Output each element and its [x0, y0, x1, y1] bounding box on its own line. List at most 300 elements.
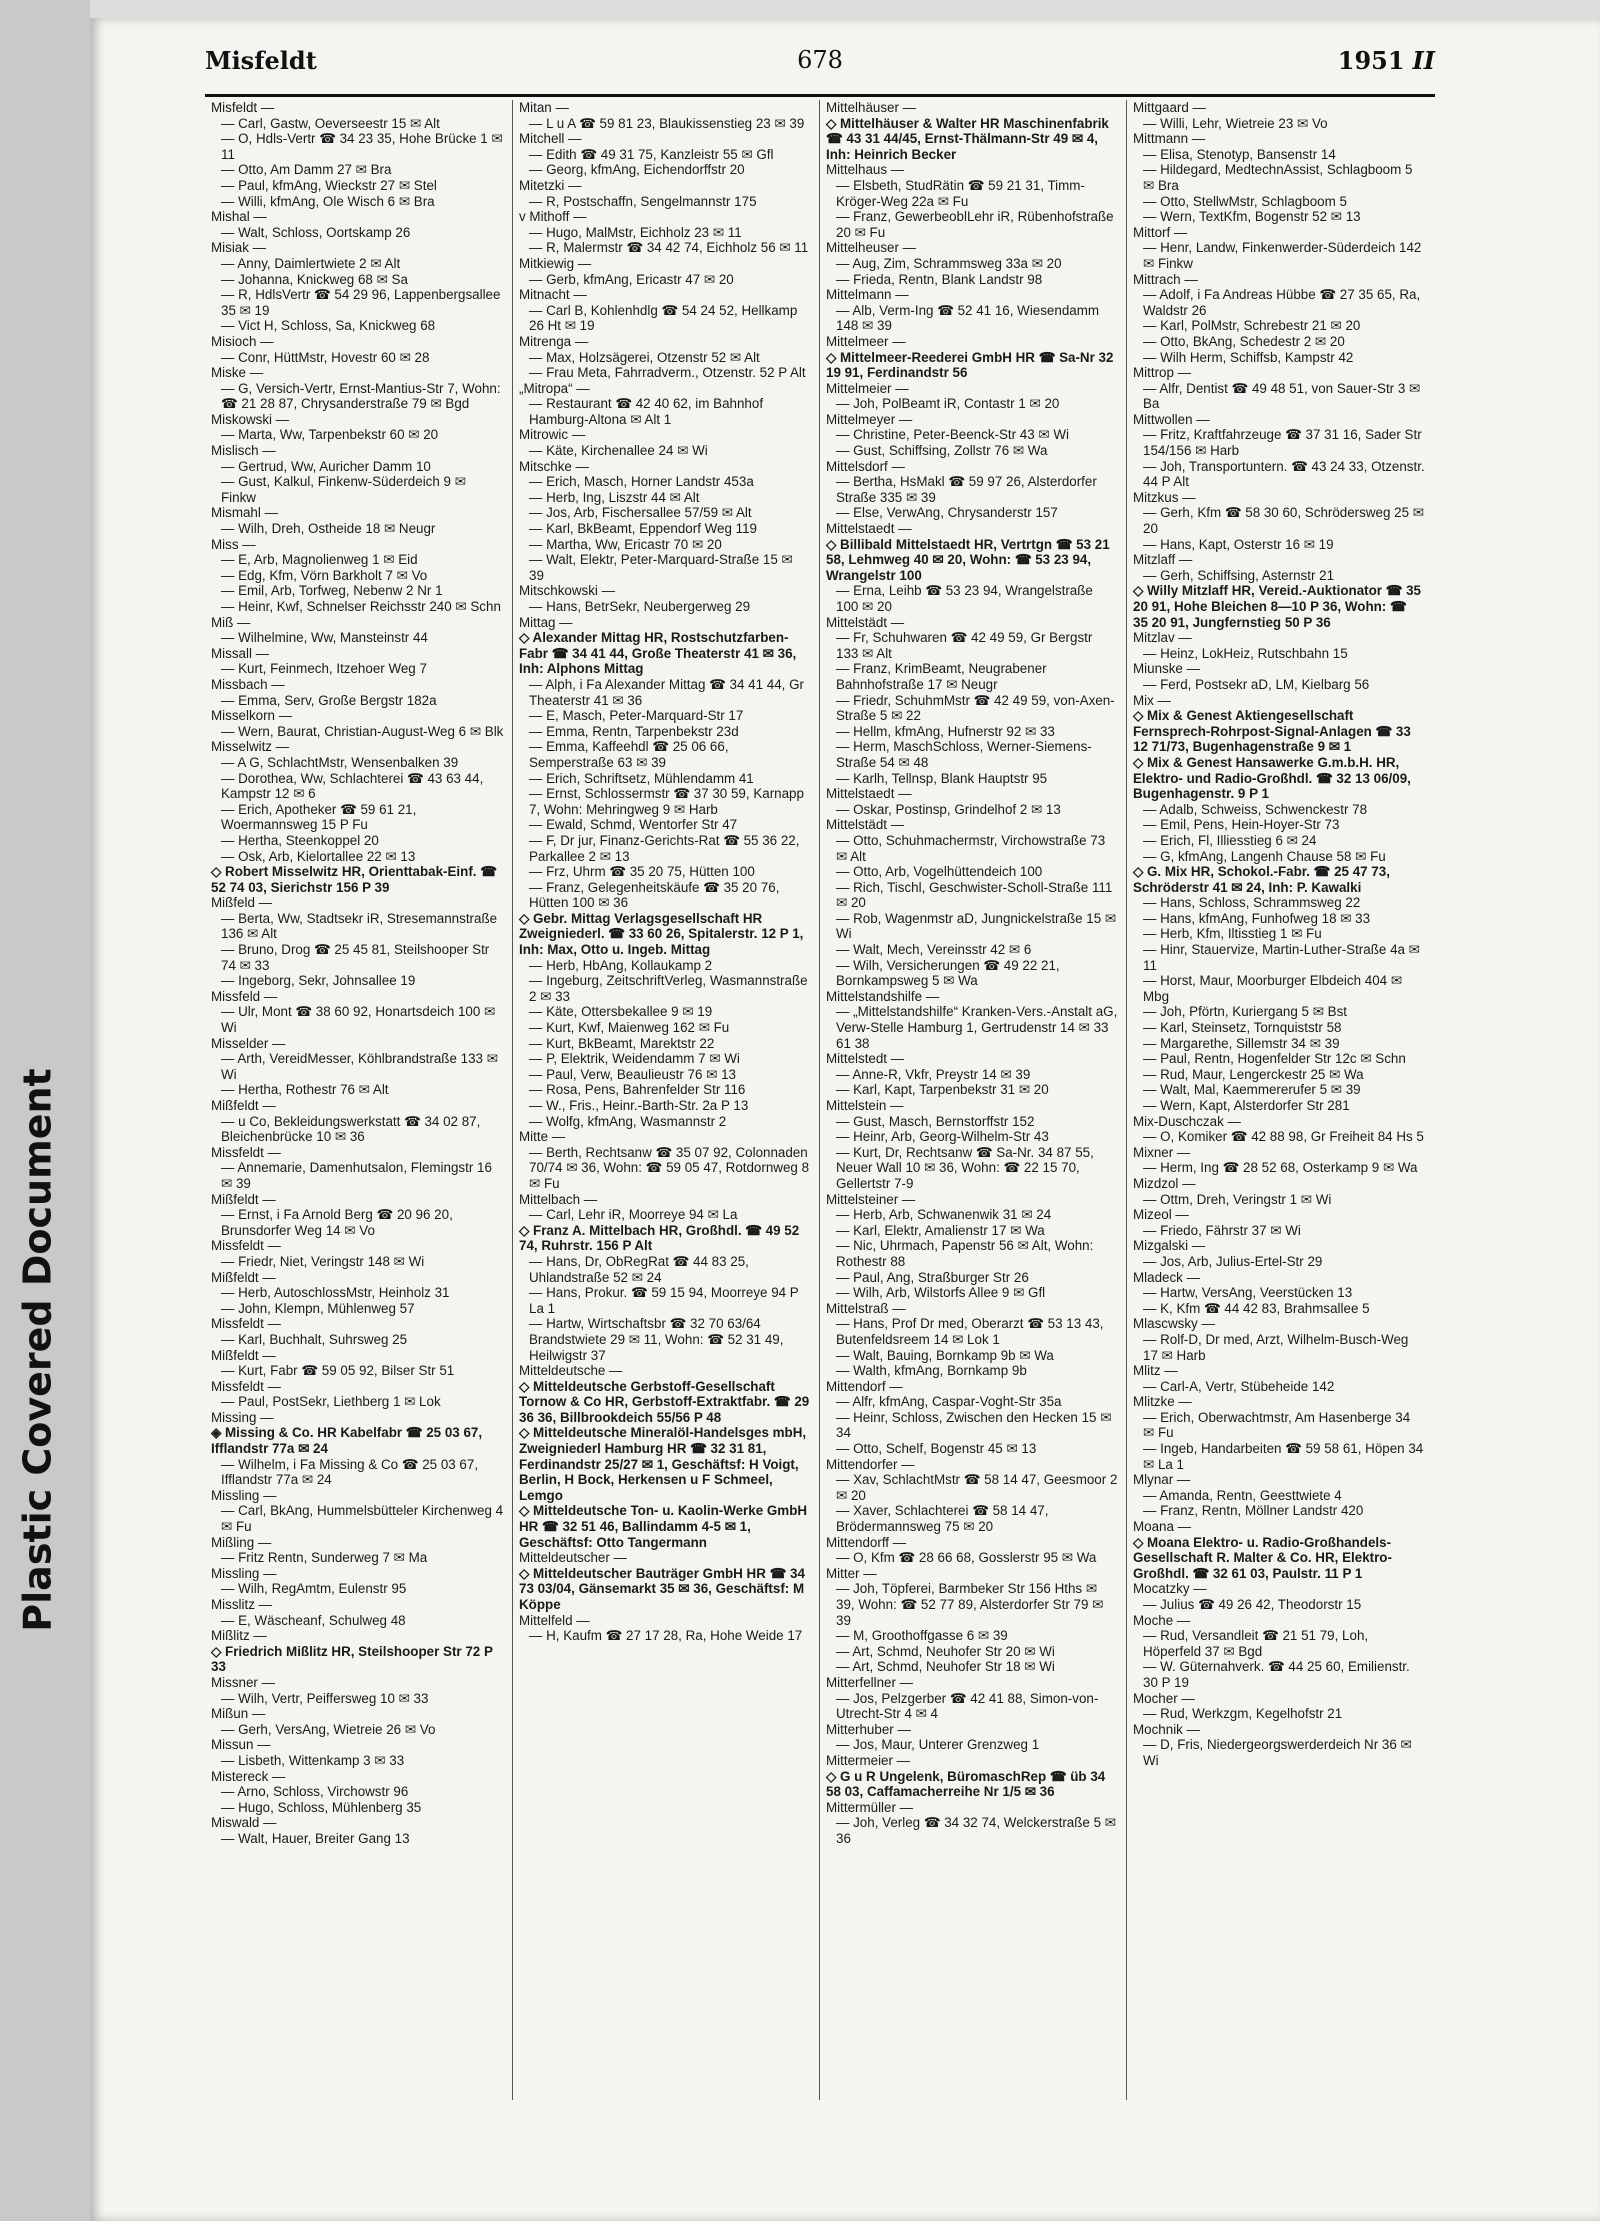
directory-entry: — Carl, Gastw, Oeverseestr 15 ✉ Alt: [221, 115, 440, 131]
directory-entry: — Alfr, kfmAng, Caspar-Voght-Str 35a: [836, 1394, 1062, 1410]
directory-entry: — K, Kfm ☎ 44 42 83, Brahmsallee 5: [1143, 1300, 1370, 1316]
directory-entry: Mitetzki —: [519, 177, 582, 193]
directory-entry: — Paul, Ang, Straßburger Str 26: [836, 1269, 1029, 1285]
directory-entry: — Walt, Elektr, Peter-Marquard-Straße 15 ✉ 39: [529, 552, 793, 583]
directory-entry: — Heinr, Kwf, Schnelser Reichsstr 240 ✉ Schn: [221, 599, 501, 614]
directory-entry: — Willi, Lehr, Wietreie 23 ✉ Vo: [1143, 115, 1328, 131]
directory-entry: — Paul, Rentn, Hogenfelder Str 12c ✉ Schn: [1143, 1051, 1406, 1067]
directory-entry: Misselkorn —: [211, 708, 293, 724]
directory-entry: — Hartw, VersAng, Veerstücken 13: [1143, 1285, 1353, 1301]
directory-entry: Mitrowic —: [519, 427, 586, 443]
directory-entry: — Vict H, Schloss, Sa, Knickweg 68: [221, 318, 436, 334]
directory-entry: — Karl, Buchhalt, Suhrsweg 25: [221, 1331, 408, 1347]
directory-entry: — Elisa, Stenotyp, Bansenstr 14: [1143, 146, 1336, 162]
column-2: [512, 100, 819, 2100]
directory-entry: — Hans, Prof Dr med, Oberarzt ☎ 53 13 43, Butenfeldsreem 14 ✉ Lok 1: [836, 1316, 1104, 1347]
directory-entry: — Conr, HüttMstr, Hovestr 60 ✉ 28: [221, 349, 430, 365]
directory-entry: — Erich, Oberwachtmstr, Am Hasenberge 34 ✉ Fu: [1143, 1409, 1411, 1441]
directory-entry: — Arth, VereidMesser, Köhlbrandstraße 133 ✉ Wi: [221, 1051, 498, 1082]
directory-entry: ◇ Willy Mitzlaff HR, Vereid.-Auktionator ☎ 35 20 91, Hohe Bleichen 8—10 P 36, Wohn: ☎ 35 20 91, Jungfernstieg 50 P 36: [1133, 583, 1422, 630]
directory-entry: Mittelstaedt —: [826, 521, 912, 537]
directory-entry: — P, Elektrik, Weidendamm 7 ✉ Wi: [529, 1051, 740, 1067]
directory-entry: — Ernst, i Fa Arnold Berg ☎ 20 96 20, Brunsdorfer Weg 14 ✉ Vo: [221, 1207, 453, 1238]
directory-entry: — Paul, PostSekr, Liethberg 1 ✉ Lok: [221, 1394, 441, 1410]
directory-entry: — Alph, i Fa Alexander Mittag ☎ 34 41 44, Gr Theaterstr 41 ✉ 36: [529, 676, 804, 708]
directory-entry: Mitrenga —: [519, 333, 589, 349]
directory-entry: — Gerh, VersAng, Wietreie 26 ✉ Vo: [221, 1721, 436, 1737]
directory-entry: Missfeldt —: [211, 1144, 281, 1160]
directory-entry: Missfeldt —: [211, 1316, 281, 1332]
directory-entry: ◇ G. Mix HR, Schokol.-Fabr. ☎ 25 47 73, Schröderstr 41 ✉ 24, Inh: P. Kawalki: [1133, 864, 1390, 895]
directory-entry: — Joh, Verleg ☎ 34 32 74, Welckerstraße 5 ✉ 36: [836, 1815, 1116, 1846]
directory-entry: Mittermeier —: [826, 1752, 911, 1768]
directory-entry: — Lisbeth, Wittenkamp 3 ✉ 33: [221, 1752, 405, 1768]
directory-entry: — Art, Schmd, Neuhofer Str 20 ✉ Wi: [836, 1643, 1055, 1659]
directory-entry: — Hans, Schloss, Schrammsweg 22: [1143, 895, 1361, 911]
directory-entry: — Gust, Kalkul, Finkenw-Süderdeich 9 ✉ Finkw: [221, 474, 466, 505]
directory-entry: Miss —: [211, 536, 256, 552]
side-label: [8, 1068, 68, 1632]
directory-entry: — H, Kaufm ☎ 27 17 28, Ra, Hohe Weide 17: [529, 1628, 803, 1644]
directory-entry: Mittmann —: [1133, 131, 1206, 147]
directory-entry: — Hellm, kfmAng, Hufnerstr 92 ✉ 33: [836, 723, 1055, 739]
directory-entry: — Hans, Kapt, Osterstr 16 ✉ 19: [1143, 536, 1334, 552]
directory-entry: Moche —: [1133, 1612, 1191, 1628]
directory-entry: — Frieda, Rentn, Blank Landstr 98: [836, 271, 1043, 287]
directory-entry: Mißfeldt —: [211, 1191, 276, 1207]
directory-entry: Mochnik —: [1133, 1721, 1200, 1737]
directory-entry: Mocher —: [1133, 1690, 1195, 1706]
directory-entry: Misioch —: [211, 333, 274, 349]
directory-entry: — Carl B, Kohlenhdlg ☎ 54 24 52, Hellkamp 26 Ht ✉ 19: [529, 302, 798, 334]
directory-entry: Missfeldt —: [211, 1238, 281, 1254]
directory-entry: „Mitropa“ —: [519, 380, 590, 396]
directory-entry: — Hertha, Steenkoppel 20: [221, 832, 379, 848]
directory-entry: Mitzkus —: [1133, 489, 1196, 505]
directory-entry: Mittendorff —: [826, 1534, 907, 1550]
directory-entry: — Ulr, Mont ☎ 38 60 92, Honartsdeich 100 ✉ Wi: [221, 1004, 496, 1036]
directory-entry: Mitschke —: [519, 458, 589, 474]
directory-entry: — Hinr, Stauervize, Martin-Luther-Straße 4a ✉ 11: [1143, 942, 1420, 973]
directory-entry: — Erich, Schriftsetz, Mühlendamm 41: [529, 770, 754, 786]
directory-entry: Mißling —: [211, 1534, 272, 1550]
directory-entry: — Else, VerwAng, Chrysanderstr 157: [836, 505, 1058, 521]
directory-entry: — E, Masch, Peter-Marquard-Str 17: [529, 708, 744, 724]
directory-entry: — Wilh, Dreh, Ostheide 18 ✉ Neugr: [221, 521, 436, 537]
directory-entry: Mittelmeier —: [826, 380, 909, 396]
directory-entry: — Jos, Maur, Unterer Grenzweg 1: [836, 1737, 1040, 1753]
directory-entry: — Jos, Pelzgerber ☎ 42 41 88, Simon-von-Utrecht-Str 4 ✉ 4: [836, 1690, 1099, 1722]
directory-entry: Mittelstedt —: [826, 1051, 905, 1067]
directory-entry: Mittelmeer —: [826, 333, 906, 349]
directory-entry: — Karlh, Tellnsp, Blank Hauptstr 95: [836, 770, 1048, 786]
directory-entry: — Adalb, Schweiss, Schwenckestr 78: [1143, 801, 1368, 817]
directory-entry: Misselder —: [211, 1035, 286, 1051]
directory-entry: — Emma, Kaffeehdl ☎ 25 06 66, Semperstraße 63 ✉ 39: [529, 739, 729, 770]
directory-entry: ◇ Billibald Mittelstaedt HR, Vertrtgn ☎ 53 21 58, Lehmweg 40 ✉ 20, Wohn: ☎ 53 23 94, Wrangelstr 100: [826, 536, 1110, 583]
header-rule: [205, 94, 1435, 97]
directory-entry: Mittelheuser —: [826, 240, 917, 256]
directory-entry: — M, Groothoffgasse 6 ✉ 39: [836, 1628, 1008, 1644]
directory-entry: ◇ Mitteldeutsche Ton- u. Kaolin-Werke GmbH HR ☎ 32 51 46, Ballindamm 4-5 ✉ 1, Geschäftsf: Otto Tangermann: [519, 1503, 808, 1550]
directory-entry: Mittelstaedt —: [826, 786, 912, 802]
directory-entry: — Otto, Am Damm 27 ✉ Bra: [221, 162, 392, 178]
directory-entry: Mittelstraß —: [826, 1300, 906, 1316]
directory-entry: — Anny, Daimlertwiete 2 ✉ Alt: [221, 255, 401, 271]
directory-entry: — Gerb, kfmAng, Ericastr 47 ✉ 20: [529, 271, 734, 287]
directory-entry: — Willi, kfmAng, Ole Wisch 6 ✉ Bra: [221, 193, 435, 209]
directory-entry: Mittendorfer —: [826, 1456, 915, 1472]
directory-entry: — Hugo, Schloss, Mühlenberg 35: [221, 1799, 422, 1815]
directory-entry: — Walt, Mal, Kaemmererufer 5 ✉ 39: [1143, 1082, 1361, 1098]
directory-entry: Misselwitz —: [211, 739, 290, 755]
directory-entry: — Franz, GewerbeoblLehr iR, Rübenhofstraße 20 ✉ Fu: [836, 209, 1114, 240]
directory-entry: — Friedo, Fährstr 37 ✉ Wi: [1143, 1222, 1301, 1238]
directory-entry: — Friedr, SchuhmMstr ☎ 42 49 59, von-Axen-Straße 5 ✉ 22: [836, 692, 1115, 724]
directory-entry: Mittelstandshilfe —: [826, 988, 940, 1004]
directory-entry: — Ottm, Dreh, Veringstr 1 ✉ Wi: [1143, 1191, 1332, 1207]
directory-entry: Mittermüller —: [826, 1799, 914, 1815]
directory-entry: v Mithoff —: [519, 209, 587, 225]
directory-entry: — Anne-R, Vkfr, Preystr 14 ✉ 39: [836, 1066, 1031, 1082]
directory-entry: — Hans, BetrSekr, Neubergerweg 29: [529, 599, 751, 614]
directory-entry: Missfeldt —: [211, 1378, 281, 1394]
directory-entry: — Berta, Ww, Stadtsekr iR, Stresemannstraße 136 ✉ Alt: [221, 910, 498, 942]
directory-entry: — Wilhelm, i Fa Missing & Co ☎ 25 03 67, Ifflandstr 77a ✉ 24: [221, 1456, 479, 1488]
directory-entry: — Emil, Pens, Hein-Hoyer-Str 73: [1143, 817, 1340, 833]
directory-entry: — Joh, Transportuntern. ☎ 43 24 33, Otzenstr. 44 P Alt: [1143, 458, 1425, 490]
directory-entry: Mißun —: [211, 1706, 266, 1722]
directory-entry: — Wolfg, kfmAng, Wasmannstr 2: [529, 1113, 727, 1129]
directory-entry: — Berth, Rechtsanw ☎ 35 07 92, Colonnaden 70/74 ✉ 36, Wohn: ☎ 59 05 47, Rotdornweg 8 ✉ Fu: [529, 1144, 810, 1191]
directory-entry: — Arno, Schloss, Virchowstr 96: [221, 1784, 409, 1800]
directory-entry: — Gust, Schiffsing, Zollstr 76 ✉ Wa: [836, 443, 1048, 459]
directory-entry: — Carl, Lehr iR, Moorreye 94 ✉ La: [529, 1207, 738, 1223]
directory-entry: Mittelsteiner —: [826, 1191, 916, 1207]
directory-entry: — Joh, Pförtn, Kuriergang 5 ✉ Bst: [1143, 1004, 1347, 1020]
directory-entry: ◇ Alexander Mittag HR, Rostschutzfarben-Fabr ☎ 34 41 44, Große Theaterstr 41 ✉ 36, Inh: Alphons Mittag: [519, 630, 797, 677]
directory-entry: Mittelstädt —: [826, 614, 905, 630]
directory-entry: — Restaurant ☎ 42 40 62, im Bahnhof Hamburg-Altona ✉ Alt 1: [529, 396, 764, 427]
directory-entry: Misfeldt —: [211, 100, 275, 115]
directory-entry: Mittelmann —: [826, 287, 909, 303]
directory-entry: — Christine, Peter-Beenck-Str 43 ✉ Wi: [836, 427, 1069, 443]
directory-entry: Mitchell —: [519, 131, 582, 147]
directory-entry: Missling —: [211, 1487, 277, 1503]
directory-entry: Mitte —: [519, 1129, 566, 1145]
directory-entry: Mittwollen —: [1133, 411, 1210, 427]
directory-entry: — Ingeb, Handarbeiten ☎ 59 58 61, Höpen 34 ✉ La 1: [1143, 1441, 1424, 1472]
directory-entry: — Karl, Kapt, Tarpenbekstr 31 ✉ 20: [836, 1082, 1049, 1098]
directory-entry: Mixner —: [1133, 1144, 1191, 1160]
directory-entry: ◇ Mitteldeutscher Bauträger GmbH HR ☎ 34 73 03/04, Gänsemarkt 35 ✉ 36, Geschäftsf: M Köppe: [519, 1565, 805, 1612]
directory-entry: — Karl, BkBeamt, Eppendorf Weg 119: [529, 521, 758, 537]
directory-entry: — Gerh, Kfm ☎ 58 30 60, Schrödersweg 25 ✉ 20: [1143, 505, 1424, 537]
directory-entry: Mlascwsky —: [1133, 1316, 1215, 1332]
directory-entry: — Bertha, HsMakl ☎ 59 97 26, Alsterdorfer Straße 335 ✉ 39: [836, 474, 1097, 505]
directory-entry: — Julius ☎ 49 26 42, Theodorstr 15: [1143, 1597, 1362, 1612]
directory-entry: ◇ Mitteldeutsche Mineralöl-Handelsges mbH, Zweigniederl Hamburg HR ☎ 32 31 81, Ferdinandstr 25/27 ✉ 1, Geschäftsf: H Voigt, Berlin, H Bock, Herkensen u F Schmeel, Lemgo: [519, 1425, 807, 1503]
directory-entry: — Hildegard, MedtechnAssist, Schlagboom 5 ✉ Bra: [1143, 162, 1413, 193]
directory-entry: — Kurt, Feinmech, Itzehoer Weg 7: [221, 661, 427, 677]
directory-entry: — E, Arb, Magnolienweg 1 ✉ Eid: [221, 552, 418, 568]
directory-entry: — Otto, Schuhmachermstr, Virchowstraße 73 ✉ Alt: [836, 832, 1106, 864]
directory-entry: — Max, Holzsägerei, Otzenstr 52 ✉ Alt: [529, 349, 760, 365]
directory-entry: Miß —: [211, 614, 251, 630]
directory-entry: — Käte, Kirchenallee 24 ✉ Wi: [529, 443, 708, 459]
directory-entry: — Herb, AutoschlossMstr, Heinholz 31: [221, 1285, 450, 1301]
directory-entry: — Emma, Serv, Große Bergstr 182a: [221, 692, 437, 708]
directory-entry: Missall —: [211, 645, 270, 661]
directory-entry: ◇ Mix & Genest Hansawerke G.m.b.H. HR, Elektro- und Radio-Großhdl. ☎ 32 13 06/09, Bugenhagenstr. 9 P 1: [1133, 754, 1411, 802]
directory-entry: — Hugo, MalMstr, Eichholz 23 ✉ 11: [529, 224, 742, 240]
directory-entry: Mishal —: [211, 209, 267, 225]
directory-entry: — F, Dr jur, Finanz-Gerichts-Rat ☎ 55 36 22, Parkallee 2 ✉ 13: [529, 832, 800, 864]
directory-entry: — G, Versich-Vertr, Ernst-Mantius-Str 7, Wohn: ☎ 21 28 87, Chrysanderstraße 79 ✉ Bgd: [221, 380, 501, 412]
directory-entry: — O, Hdls-Vertr ☎ 34 23 35, Hohe Brücke 1 ✉ 11: [221, 131, 503, 162]
directory-entry: — Herb, Kfm, Iltisstieg 1 ✉ Fu: [1143, 926, 1322, 942]
directory-entry: — Erich, Apotheker ☎ 59 61 21, Woermannsweg 15 P Fu: [221, 801, 417, 833]
directory-entry: — Carl, BkAng, Hummelsbütteler Kirchenweg 4 ✉ Fu: [221, 1503, 504, 1535]
directory-entry: Mittgaard —: [1133, 100, 1206, 115]
directory-entry: Mix —: [1133, 692, 1171, 708]
directory-entry: — John, Klempn, Mühlenweg 57: [221, 1300, 415, 1316]
directory-entry: — Nic, Uhrmach, Papenstr 56 ✉ Alt, Wohn: Rothestr 88: [836, 1238, 1094, 1269]
directory-entry: Mizgalski —: [1133, 1238, 1206, 1254]
directory-entry: — Walt, Mech, Vereinsstr 42 ✉ 6: [836, 942, 1032, 958]
directory-entry: — L u A ☎ 59 81 23, Blaukissenstieg 23 ✉ 39: [529, 115, 805, 131]
column-3: [819, 100, 1126, 2100]
directory-entry: — G, kfmAng, Langenh Chause 58 ✉ Fu: [1143, 848, 1386, 864]
directory-entry: — Karl, Steinsetz, Tornquiststr 58: [1143, 1020, 1342, 1036]
directory-entry: — Kurt, BkBeamt, Marektstr 22: [529, 1035, 715, 1051]
directory-entry: — O, Kfm ☎ 28 66 68, Gosslerstr 95 ✉ Wa: [836, 1550, 1097, 1566]
directory-entry: — Wilh, RegAmtm, Eulenstr 95: [221, 1581, 407, 1597]
directory-entry: — Hans, Dr, ObRegRat ☎ 44 83 25, Uhlandstraße 52 ✉ 24: [529, 1253, 749, 1285]
directory-entry: — Edg, Kfm, Vörn Barkholt 7 ✉ Vo: [221, 567, 428, 583]
directory-entry: Mittelstädt —: [826, 817, 905, 833]
directory-entry: — W. Güternahverk. ☎ 44 25 60, Emilienstr. 30 P 19: [1143, 1659, 1410, 1690]
directory-entry: — Franz, Gelegenheitskäufe ☎ 35 20 76, Hütten 100 ✉ 36: [529, 879, 780, 911]
directory-entry: Mittelhäuser —: [826, 100, 917, 115]
directory-entry: — Franz, Rentn, Möllner Landstr 420: [1143, 1503, 1364, 1519]
header-first-name: Misfeldt: [205, 46, 317, 75]
directory-entry: Misiak —: [211, 240, 267, 256]
directory-entry: ◇ Mittelhäuser & Walter HR Maschinenfabrik ☎ 43 31 44/45, Ernst-Thälmann-Str 49 ✉ 4, Inh: Heinrich Becker: [826, 115, 1109, 162]
directory-entry: Mißfeldt —: [211, 1098, 276, 1113]
directory-entry: — Erich, Masch, Horner Landstr 453a: [529, 474, 754, 490]
directory-entry: — Dorothea, Ww, Schlachterei ☎ 43 63 44, Kampstr 12 ✉ 6: [221, 770, 484, 802]
directory-entry: Mißfeldt —: [211, 1269, 276, 1285]
directory-entry: ◇ Mix & Genest Aktiengesellschaft Fernsprech-Rohrpost-Signal-Anlagen ☎ 33 12 71/73, Bugenhagenstraße 9 ✉ 1: [1133, 708, 1411, 755]
directory-entry: ◇ G u R Ungelenk, BüromaschRep ☎ üb 34 58 03, Caffamacherreihe Nr 1/5 ✉ 36: [826, 1768, 1106, 1800]
directory-entry: ◇ Moana Elektro- u. Radio-Großhandels-Gesellschaft R. Malter & Co. HR, Elektro-Großhdl. ☎ 32 61 03, Paulstr. 11 P 1: [1133, 1534, 1392, 1581]
directory-entry: Mlitzke —: [1133, 1394, 1192, 1410]
directory-entry: Missling —: [211, 1565, 277, 1581]
directory-entry: Mittelstein —: [826, 1098, 904, 1113]
directory-entry: — Hans, kfmAng, Funhofweg 18 ✉ 33: [1143, 910, 1371, 926]
directory-entry: — Heinr, Schloss, Zwischen den Hecken 15 ✉ 34: [836, 1409, 1112, 1441]
directory-entry: — Herb, Arb, Schwanenwik 31 ✉ 24: [836, 1207, 1052, 1223]
directory-entry: — Emil, Arb, Torfweg, Nebenw 2 Nr 1: [221, 583, 443, 599]
directory-entry: — Hertha, Rothestr 76 ✉ Alt: [221, 1082, 389, 1098]
directory-entry: — Walth, kfmAng, Bornkamp 9b: [836, 1363, 1027, 1379]
directory-entry: — Friedr, Niet, Veringstr 148 ✉ Wi: [221, 1253, 425, 1269]
directory-entry: — Georg, kfmAng, Eichendorffstr 20: [529, 162, 745, 178]
directory-entry: — Joh, PolBeamt iR, Contastr 1 ✉ 20: [836, 396, 1060, 412]
directory-entry: — Paul, kfmAng, Wieckstr 27 ✉ Stel: [221, 177, 437, 193]
directory-entry: — Marta, Ww, Tarpenbekstr 60 ✉ 20: [221, 427, 439, 443]
directory-entry: Mizeol —: [1133, 1207, 1189, 1223]
directory-entry: Mißfeldt —: [211, 1347, 276, 1363]
directory-entry: Mitschkowski —: [519, 583, 615, 599]
directory-entry: Mittrop —: [1133, 365, 1192, 381]
directory-entry: Missbach —: [211, 676, 285, 692]
directory-entry: — Wern, TextKfm, Bogenstr 52 ✉ 13: [1143, 209, 1361, 225]
directory-entry: — Erich, Fl, Illiesstieg 6 ✉ 24: [1143, 832, 1317, 848]
directory-entry: — Annemarie, Damenhutsalon, Flemingstr 16 ✉ 39: [221, 1160, 492, 1191]
directory-entry: — Otto, BkAng, Schedestr 2 ✉ 20: [1143, 333, 1345, 349]
directory-entry: — Ewald, Schmd, Wentorfer Str 47: [529, 817, 738, 833]
directory-entry: Mittelmeyer —: [826, 411, 913, 427]
directory-entry: Mittendorf —: [826, 1378, 903, 1394]
directory-entry: — Wilh Herm, Schiffsb, Kampstr 42: [1143, 349, 1354, 365]
directory-entry: ◈ Missing & Co. HR Kabelfabr ☎ 25 03 67, Ifflandstr 77a ✉ 24: [211, 1425, 483, 1457]
directory-entry: Mißfeld —: [211, 895, 273, 911]
directory-entry: — R, Postschaffn, Sengelmannstr 175: [529, 193, 757, 209]
directory-entry: Missing —: [211, 1409, 274, 1425]
directory-entry: — Rud, Versandleit ☎ 21 51 79, Loh, Höperfeld 37 ✉ Bgd: [1143, 1628, 1369, 1659]
directory-entry: — Jos, Arb, Julius-Ertel-Str 29: [1143, 1253, 1323, 1269]
directory-entry: — Walt, Schloss, Oortskamp 26: [221, 224, 411, 240]
directory-entry: — Wilh, Versicherungen ☎ 49 22 21, Bornkampsweg 5 ✉ Wa: [836, 957, 1060, 989]
directory-entry: — Wilh, Arb, Wilstorfs Allee 9 ✉ Gfl: [836, 1285, 1046, 1301]
directory-entry: — Bruno, Drog ☎ 25 45 81, Steilshooper Str 74 ✉ 33: [221, 942, 490, 973]
directory-entry: Mitterhuber —: [826, 1721, 911, 1737]
directory-entry: — Paul, Verw, Beaulieustr 76 ✉ 13: [529, 1066, 736, 1082]
directory-entry: — Osk, Arb, Kielortallee 22 ✉ 13: [221, 848, 416, 864]
directory-entry: — Karl, PolMstr, Schrebestr 21 ✉ 20: [1143, 318, 1361, 334]
directory-entry: — Heinz, LokHeiz, Rutschbahn 15: [1143, 645, 1348, 661]
directory-entry: Mittag —: [519, 614, 573, 630]
directory-entry: — Aug, Zim, Schrammsweg 33a ✉ 20: [836, 255, 1062, 271]
directory-entry: Miskowski —: [211, 411, 290, 427]
directory-entry: — Amanda, Rentn, Geesttwiete 4: [1143, 1487, 1342, 1503]
directory-entry: — Wilh, Vertr, Peiffersweg 10 ✉ 33: [221, 1690, 429, 1706]
directory-entry: — A G, SchlachtMstr, Wensenbalken 39: [221, 754, 459, 770]
directory-entry: — Herb, HbAng, Kollaukamp 2: [529, 957, 713, 973]
directory-entry: — W., Fris., Heinr.-Barth-Str. 2a P 13: [529, 1098, 749, 1113]
directory-entry: Mladeck —: [1133, 1269, 1200, 1285]
directory-entry: Mlynar —: [1133, 1472, 1191, 1488]
directory-entry: — Rich, Tischl, Geschwister-Scholl-Straße 111 ✉ 20: [836, 879, 1113, 911]
directory-entry: — Otto, Arb, Vogelhüttendeich 100: [836, 864, 1043, 880]
directory-entry: — Karl, Elektr, Amalienstr 17 ✉ Wa: [836, 1222, 1045, 1238]
directory-entry: — Fr, Schuhwaren ☎ 42 49 59, Gr Bergstr 133 ✉ Alt: [836, 630, 1093, 661]
directory-entry: — Frau Meta, Fahrradverm., Otzenstr. 52 P Alt: [529, 365, 806, 381]
directory-entry: Mittelhaus —: [826, 162, 905, 178]
directory-entry: ◇ Friedrich Mißlitz HR, Steilshooper Str 72 P 33: [211, 1643, 493, 1675]
directory-entry: Mittelbach —: [519, 1191, 598, 1207]
directory-entry: — Margarethe, Sillemstr 34 ✉ 39: [1143, 1035, 1340, 1051]
listing-columns: [205, 100, 1435, 2100]
directory-entry: — Herb, Ing, Liszstr 44 ✉ Alt: [529, 489, 700, 505]
directory-entry: — Rosa, Pens, Bahrenfelder Str 116: [529, 1082, 746, 1098]
directory-entry: — Henr, Landw, Finkenwerder-Süderdeich 142 ✉ Finkw: [1143, 240, 1422, 271]
directory-entry: Mocatzky —: [1133, 1581, 1207, 1597]
directory-entry: — u Co, Bekleidungswerkstatt ☎ 34 02 87, Bleichenbrücke 10 ✉ 36: [221, 1113, 481, 1145]
directory-entry: ◇ Robert Misselwitz HR, Orienttabak-Einf. ☎ 52 74 03, Sierichstr 156 P 39: [211, 864, 497, 895]
directory-entry: — Johanna, Knickweg 68 ✉ Sa: [221, 271, 408, 287]
directory-entry: — Kurt, Fabr ☎ 59 05 92, Bilser Str 51: [221, 1363, 455, 1379]
directory-entry: — E, Wäscheanf, Schulweg 48: [221, 1612, 406, 1628]
directory-entry: — Joh, Töpferei, Barmbeker Str 156 Hths ✉ 39, Wohn: ☎ 52 77 89, Alsterdorfer Str 79 ✉ 39: [836, 1581, 1104, 1628]
directory-entry: — Fritz, Kraftfahrzeuge ☎ 37 31 16, Sader Str 154/156 ✉ Harb: [1143, 427, 1422, 459]
directory-entry: — Gust, Masch, Bernstorffstr 152: [836, 1113, 1035, 1129]
page-number: 678: [797, 46, 843, 74]
directory-entry: Mitteldeutscher —: [519, 1550, 627, 1566]
directory-entry: — Rolf-D, Dr med, Arzt, Wilhelm-Busch-Weg 17 ✉ Harb: [1143, 1331, 1409, 1363]
directory-entry: — Edith ☎ 49 31 75, Kanzleistr 55 ✉ Gfl: [529, 146, 774, 162]
directory-entry: — Jos, Arb, Fischersallee 57/59 ✉ Alt: [529, 505, 752, 521]
directory-entry: Mittorf —: [1133, 224, 1188, 240]
directory-entry: Miske —: [211, 365, 264, 381]
directory-entry: — Wilhelmine, Ww, Mansteinstr 44: [221, 630, 428, 646]
header-year: [1338, 46, 1435, 75]
part-number: II: [1412, 46, 1435, 75]
directory-entry: ◇ Franz A. Mittelbach HR, Großhdl. ☎ 49 52 74, Ruhrstr. 156 P Alt: [519, 1222, 800, 1254]
column-4: [1126, 100, 1433, 2100]
directory-entry: ◇ Mittelmeer-Reederei GmbH HR ☎ Sa-Nr 32 19 91, Ferdinandstr 56: [826, 349, 1114, 381]
directory-entry: Mittelfeld —: [519, 1612, 590, 1628]
directory-entry: — Ingeborg, Sekr, Johnsallee 19: [221, 973, 416, 989]
side-label-text: Plastic Covered Document: [16, 1068, 61, 1632]
directory-entry: — O, Komiker ☎ 42 88 98, Gr Freiheit 84 Hs 5: [1143, 1129, 1424, 1145]
directory-entry: — Rud, Maur, Lengerckestr 25 ✉ Wa: [1143, 1066, 1364, 1082]
directory-entry: Mitzlav —: [1133, 630, 1192, 646]
directory-entry: Mizdzol —: [1133, 1175, 1196, 1191]
directory-entry: Mitnacht —: [519, 287, 587, 303]
directory-entry: Mißlitz —: [211, 1628, 267, 1644]
directory-entry: — Käte, Ottersbekallee 9 ✉ 19: [529, 1004, 713, 1020]
directory-entry: — „Mittelstandshilfe“ Kranken-Vers.-Anstalt aG, Verw-Stelle Hamburg 1, Gertrudenstr 14 ✉ 33 61 38: [836, 1004, 1118, 1051]
directory-entry: Mitter —: [826, 1565, 877, 1581]
directory-entry: — Franz, KrimBeamt, Neugrabener Bahnhofstraße 17 ✉ Neugr: [836, 661, 1047, 692]
directory-entry: — Walt, Bauing, Bornkamp 9b ✉ Wa: [836, 1347, 1054, 1363]
directory-entry: — Otto, Schelf, Bogenstr 45 ✉ 13: [836, 1441, 1037, 1457]
directory-entry: — Carl-A, Vertr, Stübeheide 142: [1143, 1378, 1335, 1394]
directory-entry: Missner —: [211, 1674, 275, 1690]
directory-entry: Mitzlaff —: [1133, 552, 1193, 568]
directory-entry: — Wern, Kapt, Alsterdorfer Str 281: [1143, 1098, 1350, 1113]
directory-entry: — Emma, Rentn, Tarpenbekstr 23d: [529, 723, 739, 739]
directory-entry: — Fritz Rentn, Sunderweg 7 ✉ Ma: [221, 1550, 428, 1566]
directory-entry: Mlitz —: [1133, 1363, 1178, 1379]
directory-entry: — Elsbeth, StudRätin ☎ 59 21 31, Timm-Kröger-Weg 22a ✉ Fu: [836, 177, 1085, 209]
directory-entry: ◇ Mitteldeutsche Gerbstoff-Gesellschaft Tornow & Co HR, Gerbstoff-Extraktfabr. ☎ 29 36 36, Billbrookdeich 55/56 P 48: [519, 1378, 810, 1425]
year-text: 1951: [1337, 46, 1405, 75]
directory-entry: — Wern, Baurat, Christian-August-Weg 6 ✉ Blk: [221, 723, 504, 739]
directory-entry: Mix-Duschczak —: [1133, 1113, 1241, 1129]
directory-entry: — Herm, Ing ☎ 28 52 68, Osterkamp 9 ✉ Wa: [1143, 1160, 1418, 1176]
directory-entry: — Heinr, Arb, Georg-Wilhelm-Str 43: [836, 1129, 1049, 1145]
directory-entry: — Herm, MaschSchloss, Werner-Siemens-Straße 54 ✉ 48: [836, 739, 1092, 770]
directory-entry: — Gertrud, Ww, Auricher Damm 10: [221, 458, 431, 474]
directory-entry: Miswald —: [211, 1815, 277, 1831]
directory-entry: Mitan —: [519, 100, 569, 115]
directory-entry: Mistereck —: [211, 1768, 286, 1784]
directory-entry: — Erna, Leihb ☎ 53 23 94, Wrangelstraße 100 ✉ 20: [836, 583, 1093, 614]
